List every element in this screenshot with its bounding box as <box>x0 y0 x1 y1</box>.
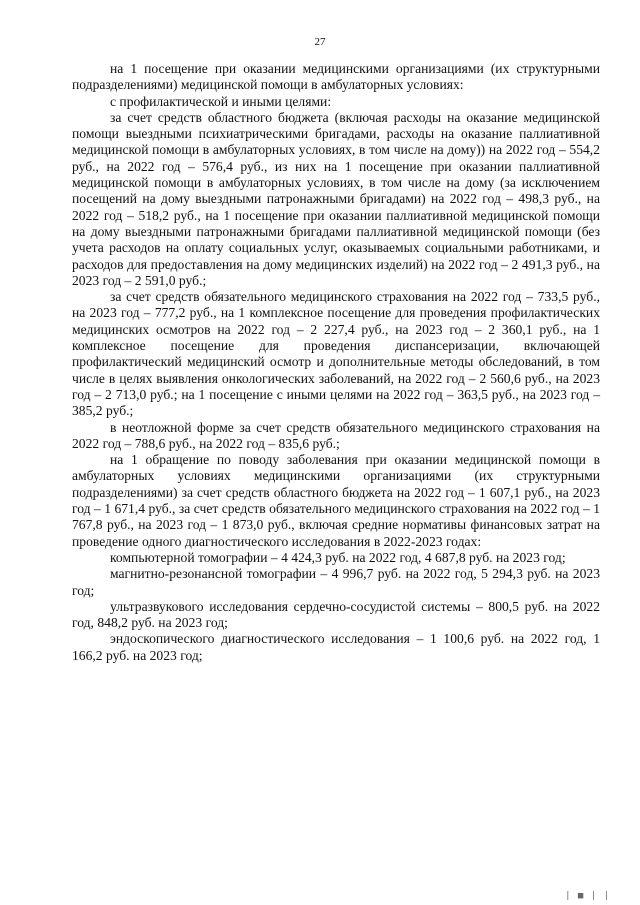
paragraph: за счет средств областного бюджета (включая расходы на оказание медицинской помощи выездными психиатрическими бригадами, расходы на оказание паллиативной медицинской помощи в амбулаторных условиях, в том числе на дому)) на 2022 год – 554,2 руб., на 2022 год – 576,4 руб., из них на 1 посещение при оказании паллиативной медицинской помощи в амбулаторных условиях, в том числе на дому (за исключением посещений на дому выездными патронажными бригадами) на 2022 год – 498,3 руб., на 2022 год – 518,2 руб., на 1 посещение при оказании паллиативной медицинской помощи на дому выездными патронажными бригадами паллиативной медицинской помощи (без учета расходов на оплату социальных услуг, оказываемых социальными работниками, и расходов для предоставления на дому медицинских изделий) на 2022 год – 2 491,3 руб., на 2023 год – 2 591,0 руб.; <box>72 109 600 288</box>
paragraph: за счет средств обязательного медицинского страхования на 2022 год – 733,5 руб., на 2023 год – 777,2 руб., на 1 комплексное посещение для проведения профилактических медицинских осмотров на 2022 год – 2 227,4 руб., на 2023 год – 2 360,1 руб., на 1 комплексное посещение для проведения диспансеризации, включающей профилактический медицинский осмотр и дополнительные методы обследований, в том числе в целях выявления онкологических заболеваний, на 2022 год – 2 560,6 руб., на 2023 год – 2 713,0 руб.; на 1 посещение с иными целями на 2022 год – 363,5 руб., на 2023 год – 385,2 руб.; <box>72 289 600 419</box>
page-number: 27 <box>314 36 326 48</box>
paragraph: на 1 обращение по поводу заболевания при оказании медицинской помощи в амбулаторных условиях медицинскими организациями (их структурными подразделениями) за счет средств областного бюджета на 2022 год – 1 607,1 руб., на 2023 год – 1 671,4 руб., за счет средств обязательного медицинского страхования на 2022 год – 1 767,8 руб., на 2023 год – 1 873,0 руб., включая средние нормативы финансовых затрат на проведение одного диагностического исследования в 2022-2023 годах: <box>72 452 600 549</box>
paragraph: с профилактической и иными целями: <box>110 93 332 109</box>
paragraph: на 1 посещение при оказании медицинскими организациями (их структурными подразделениями) медицинской помощи в амбулаторных условиях: <box>72 61 600 93</box>
paragraph: магнитно-резонансной томографии – 4 996,7 руб. на 2022 год, 5 294,3 руб. на 2023 год; <box>72 566 600 598</box>
scan-mark: | ■ | | <box>565 891 610 901</box>
paragraph: компьютерной томографии – 4 424,3 руб. на 2022 год, 4 687,8 руб. на 2023 год; <box>110 549 566 565</box>
paragraph: эндоскопического диагностического исследования – 1 100,6 руб. на 2022 год, 1 166,2 руб. на 2023 год; <box>72 631 600 663</box>
document-body <box>72 61 600 664</box>
paragraph: ультразвукового исследования сердечно-сосудистой системы – 800,5 руб. на 2022 год, 848,2 руб. на 2023 год; <box>72 598 600 631</box>
paragraph: в неотложной форме за счет средств обязательного медицинского страхования на 2022 год – 788,6 руб., на 2022 год – 835,6 руб.; <box>72 419 600 451</box>
